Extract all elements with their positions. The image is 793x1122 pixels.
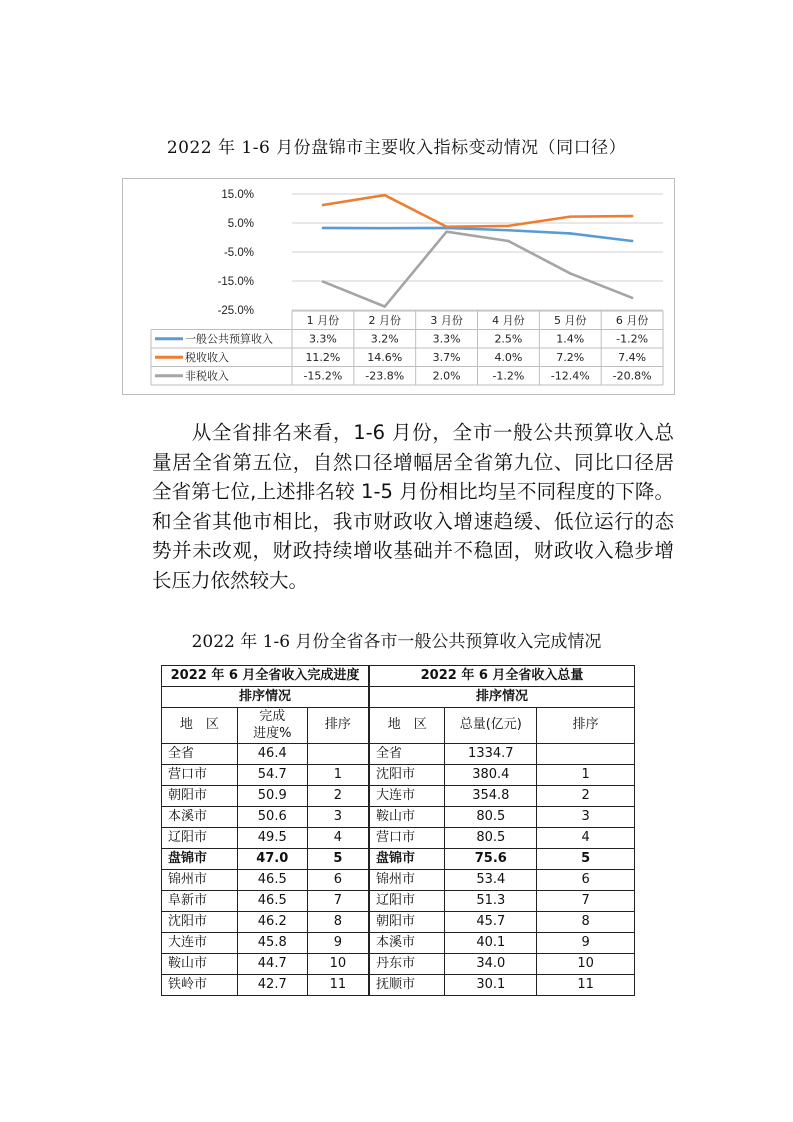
data-point <box>383 227 386 230</box>
analysis-paragraph <box>152 418 674 596</box>
data-point <box>383 194 386 197</box>
rank-cell-2: 10 <box>537 954 635 975</box>
progress-cell: 44.7 <box>237 954 307 975</box>
progress-cell: 47.0 <box>237 849 307 870</box>
data-point <box>445 225 448 228</box>
progress-cell: 46.5 <box>237 891 307 912</box>
total-cell: 80.5 <box>445 807 537 828</box>
rank-cell: 5 <box>307 849 369 870</box>
data-point <box>322 227 325 230</box>
table-title: 2022 年 1-6 月份全省各市一般公共预算收入完成情况 <box>191 632 602 652</box>
series-line <box>323 232 632 307</box>
rank-cell: 8 <box>307 912 369 933</box>
region-cell-2: 营口市 <box>369 828 445 849</box>
progress-cell: 45.8 <box>237 933 307 954</box>
col-rank-2: 排序 <box>537 708 635 744</box>
line-chart <box>123 179 674 394</box>
region-cell: 大连市 <box>162 933 238 954</box>
data-label: 7.2% <box>556 351 585 364</box>
data-label: 1.4% <box>556 332 585 346</box>
data-label: -20.8% <box>612 369 652 383</box>
left-header: 2022 年 6 月全省收入完成进度 <box>162 666 370 687</box>
rank-cell-2: 1 <box>537 765 635 786</box>
data-label: 3.3% <box>432 332 461 346</box>
rank-cell-2: 8 <box>537 912 635 933</box>
region-cell: 全省 <box>162 744 238 765</box>
region-cell: 本溪市 <box>162 807 238 828</box>
rank-cell: 11 <box>307 975 369 996</box>
rank-cell-2: 2 <box>537 786 635 807</box>
data-label: 14.6% <box>367 351 403 364</box>
data-point <box>445 230 448 233</box>
rank-cell: 4 <box>307 828 369 849</box>
table-row <box>162 870 635 891</box>
progress-cell: 50.6 <box>237 807 307 828</box>
progress-cell: 42.7 <box>237 975 307 996</box>
table-row <box>162 975 635 996</box>
rank-cell: 2 <box>307 786 369 807</box>
table-row <box>162 912 635 933</box>
progress-cell: 46.2 <box>237 912 307 933</box>
region-cell-2: 本溪市 <box>369 933 445 954</box>
total-cell: 354.8 <box>445 786 537 807</box>
table-header-row <box>162 666 635 687</box>
legend-label: 税收收入 <box>185 351 229 364</box>
total-cell: 75.6 <box>445 849 537 870</box>
rank-cell: 10 <box>307 954 369 975</box>
left-subheader: 排序情况 <box>162 687 370 708</box>
region-cell-2: 大连市 <box>369 786 445 807</box>
data-label: 3.7% <box>432 351 461 364</box>
region-cell: 阜新市 <box>162 891 238 912</box>
y-tick-label: -5.0% <box>223 247 254 259</box>
col-rank: 排序 <box>307 708 369 744</box>
table-row <box>162 849 635 870</box>
rank-cell-2: 5 <box>537 849 635 870</box>
y-tick-label: -15.0% <box>217 276 254 288</box>
data-label: 3.2% <box>370 332 399 346</box>
x-tick-label: 4 月份 <box>492 314 525 327</box>
total-cell: 45.7 <box>445 912 537 933</box>
region-cell-2: 沈阳市 <box>369 765 445 786</box>
data-point <box>569 215 572 218</box>
x-tick-label: 6 月份 <box>615 314 649 327</box>
progress-cell: 46.5 <box>237 870 307 891</box>
right-header: 2022 年 6 月全省收入总量 <box>369 666 634 687</box>
total-cell: 34.0 <box>445 954 537 975</box>
table-body <box>162 744 635 996</box>
table-row <box>162 954 635 975</box>
region-cell: 沈阳市 <box>162 912 238 933</box>
progress-cell: 50.9 <box>237 786 307 807</box>
data-point <box>507 225 510 228</box>
region-cell-2: 锦州市 <box>369 870 445 891</box>
data-point <box>383 305 386 308</box>
data-label: -1.2% <box>616 332 649 346</box>
total-cell: 51.3 <box>445 891 537 912</box>
total-cell: 1334.7 <box>445 744 537 765</box>
col-progress: 完成 进度% <box>237 708 307 744</box>
region-cell: 铁岭市 <box>162 975 238 996</box>
rank-cell-2 <box>537 744 635 765</box>
total-cell: 380.4 <box>445 765 537 786</box>
rank-cell-2: 6 <box>537 870 635 891</box>
region-cell: 营口市 <box>162 765 238 786</box>
rank-cell: 1 <box>307 765 369 786</box>
x-tick-label: 5 月份 <box>554 314 587 327</box>
data-point <box>322 204 325 207</box>
x-tick-label: 2 月份 <box>368 314 401 327</box>
table-row <box>162 807 635 828</box>
data-label: -12.4% <box>550 369 590 383</box>
x-tick-label: 3 月份 <box>430 314 463 327</box>
region-cell-2: 抚顺市 <box>369 975 445 996</box>
data-point <box>569 272 572 275</box>
data-point <box>507 229 510 232</box>
total-cell: 80.5 <box>445 828 537 849</box>
rank-cell: 7 <box>307 891 369 912</box>
data-point <box>507 240 510 243</box>
total-cell: 30.1 <box>445 975 537 996</box>
chart-container <box>122 178 675 395</box>
data-point <box>631 240 634 243</box>
data-point <box>631 215 634 218</box>
rank-cell <box>307 744 369 765</box>
rank-cell-2: 4 <box>537 828 635 849</box>
region-cell: 盘锦市 <box>162 849 238 870</box>
rank-cell: 6 <box>307 870 369 891</box>
x-tick-label: 1 月份 <box>306 314 340 327</box>
rank-cell-2: 11 <box>537 975 635 996</box>
table-row <box>162 744 635 765</box>
region-cell-2: 全省 <box>369 744 445 765</box>
series-line <box>323 228 632 241</box>
rank-cell: 3 <box>307 807 369 828</box>
table-row <box>162 765 635 786</box>
series-line <box>323 195 632 227</box>
region-cell: 朝阳市 <box>162 786 238 807</box>
data-label: -1.2% <box>492 369 525 383</box>
region-cell-2: 辽阳市 <box>369 891 445 912</box>
data-label: 2.0% <box>432 369 461 383</box>
y-tick-label: -25.0% <box>217 305 254 317</box>
rank-cell-2: 7 <box>537 891 635 912</box>
data-label: -15.2% <box>303 369 343 383</box>
region-cell-2: 盘锦市 <box>369 849 445 870</box>
progress-cell: 54.7 <box>237 765 307 786</box>
rank-cell: 9 <box>307 933 369 954</box>
legend-label: 一般公共预算收入 <box>185 332 273 346</box>
data-point <box>569 232 572 235</box>
total-cell: 40.1 <box>445 933 537 954</box>
y-tick-label: 5.0% <box>227 218 254 230</box>
col-region-2: 地 区 <box>369 708 445 744</box>
data-point <box>322 280 325 283</box>
rank-cell-2: 9 <box>537 933 635 954</box>
table-row <box>162 786 635 807</box>
legend-label: 非税收入 <box>185 369 229 383</box>
progress-cell: 49.5 <box>237 828 307 849</box>
ranking-table <box>161 665 635 996</box>
chart-title: 2022 年 1-6 月份盘锦市主要收入指标变动情况（同口径） <box>166 138 627 158</box>
data-label: 4.0% <box>494 351 523 364</box>
data-label: 7.4% <box>618 351 647 364</box>
total-cell: 53.4 <box>445 870 537 891</box>
region-cell: 鞍山市 <box>162 954 238 975</box>
region-cell: 辽阳市 <box>162 828 238 849</box>
table-row <box>162 891 635 912</box>
paragraph-text: 从全省排名来看，1-6 月份，全市一般公共预算收入总量居全省第五位，自然口径增幅居全省第九位、同比口径居全省第七位,上述排名较 1-5 月份相比均呈不同程度的下降。和全省其他市相比，我市财政收入增速趋缓、低位运行的态势并未改观，财政持续增收基础并不稳固，财政收入稳步增长压力依然较大。 <box>152 421 674 592</box>
table-row <box>162 933 635 954</box>
region-cell: 锦州市 <box>162 870 238 891</box>
data-label: 11.2% <box>305 351 341 364</box>
region-cell-2: 朝阳市 <box>369 912 445 933</box>
data-label: 3.3% <box>308 332 337 346</box>
right-subheader: 排序情况 <box>369 687 634 708</box>
table-row <box>162 828 635 849</box>
y-tick-label: 15.0% <box>221 189 254 201</box>
data-label: -23.8% <box>365 369 405 383</box>
col-region: 地 区 <box>162 708 238 744</box>
data-point <box>631 297 634 300</box>
rank-cell-2: 3 <box>537 807 635 828</box>
region-cell-2: 鞍山市 <box>369 807 445 828</box>
region-cell-2: 丹东市 <box>369 954 445 975</box>
table-subheader-row <box>162 687 635 708</box>
col-total: 总量(亿元) <box>445 708 537 744</box>
column-header-row <box>162 708 635 744</box>
data-label: 2.5% <box>494 332 523 346</box>
progress-cell: 46.4 <box>237 744 307 765</box>
